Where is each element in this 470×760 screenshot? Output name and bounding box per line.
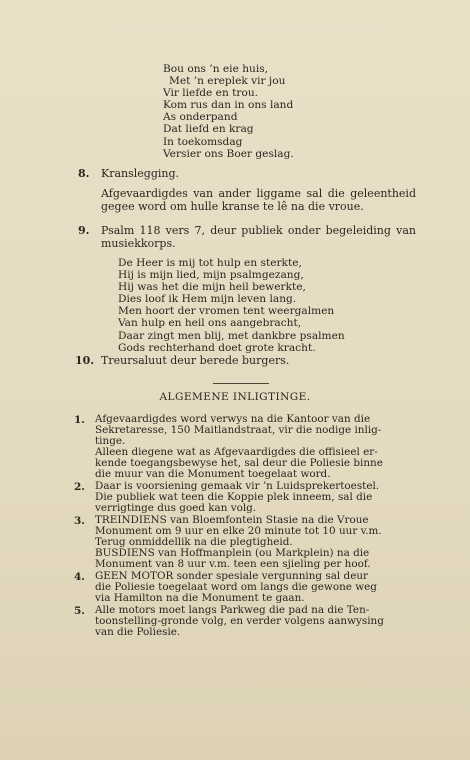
- verse-line: Kom rus dan in ons land: [163, 99, 294, 112]
- item-number: 9.: [78, 224, 90, 237]
- info-line: tinge.: [95, 434, 126, 447]
- info-line: Die publiek wat teen die Koppie plek inneem, sal die: [95, 490, 373, 503]
- verse-1: [163, 63, 294, 160]
- info-number: 1.: [74, 414, 85, 426]
- info-line: BUSDIENS van Hoffmanplein (ou Markplein) na die: [95, 546, 370, 559]
- info-line: Daar is voorsiening gemaak vir ’n Luidsprekertoestel.: [95, 480, 380, 492]
- info-number: 3.: [74, 515, 85, 527]
- info-line: Terug onmiddellik na die plegtigheid.: [95, 535, 293, 548]
- info-line: verrigtinge dus goed kan volg.: [95, 501, 257, 514]
- info-line: Alle motors moet langs Parkweg die pad na die Ten-: [95, 604, 370, 616]
- info-text: [95, 571, 417, 604]
- verse-line: Met ’n ereplek vir jou: [169, 75, 286, 88]
- info-line: Afgevaardigdes word verwys na die Kantoor van die: [95, 413, 371, 425]
- info-number: 2.: [74, 481, 85, 493]
- info-line: GEEN MOTOR sonder spesiale vergunning sal deur: [95, 570, 369, 582]
- section-divider: [213, 383, 269, 384]
- section-heading: ALGEMENE INLIGTINGE.: [159, 391, 311, 403]
- item-body: Psalm 118 vers 7, deur publiek onder begeleiding van musiekkorps.: [101, 224, 416, 251]
- info-text: [95, 481, 417, 514]
- verse-line: De Heer is mij tot hulp en sterkte,: [118, 257, 302, 269]
- info-number: 5.: [74, 605, 85, 617]
- info-line: Sekretaresse, 150 Maitlandstraat, vir die nodige inlig-: [95, 423, 382, 436]
- verse-line: Bou ons ’n eie huis,: [163, 63, 269, 75]
- verse-2: [118, 257, 345, 354]
- item-title: Kranslegging.: [101, 167, 180, 180]
- item-number: 8.: [78, 167, 90, 180]
- item-body: Treursaluut deur berede burgers.: [101, 354, 290, 367]
- verse-line: As onderpand: [163, 111, 238, 124]
- info-number: 4.: [74, 571, 85, 583]
- info-line: kende toegangsbewyse het, sal deur die Poliesie binne: [95, 456, 383, 469]
- verse-line: Gods rechterhand doet grote kracht.: [118, 341, 316, 354]
- verse-line: Hij was het die mijn heil bewerkte,: [118, 281, 306, 294]
- info-text: [95, 414, 417, 479]
- info-line: van die Poliesie.: [95, 625, 181, 638]
- info-text: [95, 605, 417, 638]
- info-line: Monument om 9 uur en elke 20 minute tot 10 uur v.m.: [95, 524, 382, 537]
- info-text: [95, 515, 417, 570]
- info-line: Monument van 8 uur v.m. teen een sjieling per hoof.: [95, 557, 371, 570]
- info-line: toonstelling-gronde volg, en verder volgens aanwysing: [95, 614, 384, 627]
- verse-line: Daar zingt men blij, met dankbre psalmen: [118, 329, 345, 342]
- verse-line: Van hulp en heil ons aangebracht,: [118, 317, 302, 330]
- verse-line: Dies loof ik Hem mijn leven lang.: [118, 293, 297, 306]
- verse-line: Versier ons Boer geslag.: [163, 147, 294, 160]
- info-line: TREINDIENS van Bloemfontein Stasie na die Vroue: [95, 514, 369, 526]
- verse-line: In toekomsdag: [163, 135, 243, 148]
- info-line: via Hamilton na die Monument te gaan.: [95, 591, 305, 604]
- info-line: die muur van die Monument toegelaat word.: [95, 467, 331, 480]
- verse-line: Dat liefd en krag: [163, 123, 254, 136]
- item-body: Afgevaardigdes van ander liggame sal die geleentheid gegee word om hulle kranse te lê na die vroue.: [101, 187, 416, 214]
- verse-line: Vir liefde en trou.: [163, 87, 259, 100]
- item-number: 10.: [75, 354, 95, 367]
- verse-line: Men hoort der vromen tent weergalmen: [118, 305, 335, 318]
- info-line: die Poliesie toegelaat word om langs die gewone weg: [95, 580, 377, 593]
- info-line: Alleen diegene wat as Afgevaardigdes die offisieel er-: [95, 445, 378, 458]
- verse-line: Hij is mijn lied, mijn psalmgezang,: [118, 269, 304, 282]
